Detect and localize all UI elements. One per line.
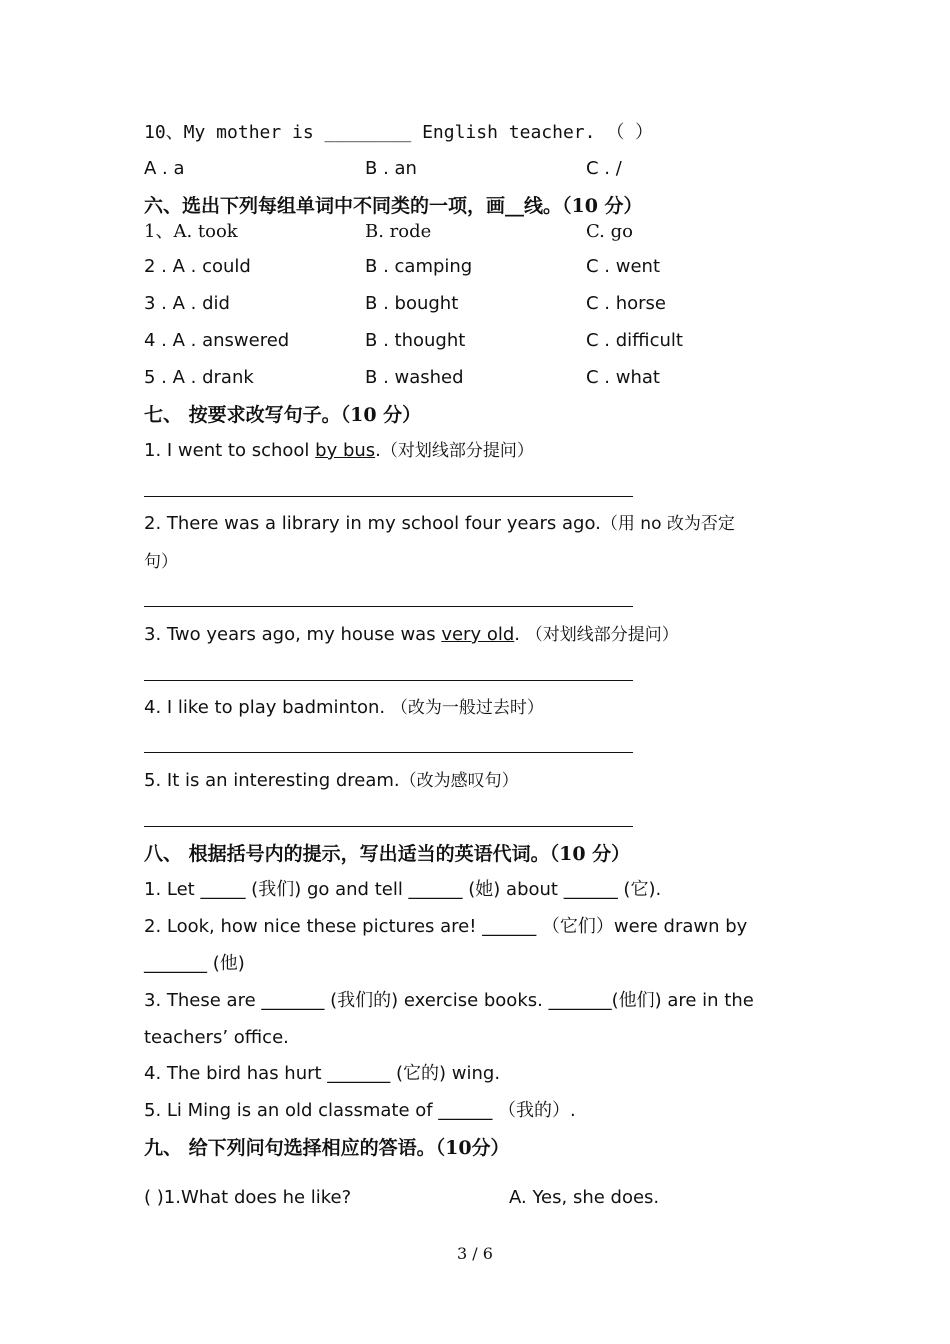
s7-q5 (144, 770, 519, 792)
page-number: 3 / 6 (457, 1244, 493, 1263)
s6-row4-a: 4 . A . answered (144, 330, 290, 351)
s7-q3-note: （对划线部分提问） (525, 625, 679, 645)
s7-q4-note: （改为一般过去时） (390, 698, 544, 718)
s7-q3-period: . (514, 624, 526, 645)
q10-option-c: C . / (586, 158, 622, 179)
s6-row3-c: C . horse (586, 293, 667, 314)
s8-line-2: 2. Look, how nice these pictures are! ______ （它们）were drawn by (144, 916, 748, 937)
q10-option-a: A . a (144, 158, 185, 179)
section8-title: 八、 根据括号内的提示，写出适当的英语代词。（10 分） (144, 843, 631, 865)
s6-row1-a: 1、A. took (144, 221, 238, 242)
s7-q2-text: 2. There was a library in my school four years ago. (144, 513, 601, 534)
s9-q1-answer: A. Yes, she does. (509, 1187, 660, 1208)
s6-row2-a: 2 . A . could (144, 256, 251, 277)
section6-title: 六、选出下列每组单词中不同类的一项，画__线。（10 分） (144, 195, 643, 217)
s8-line-7: 5. Li Ming is an old classmate of ______ （我的）. (144, 1100, 576, 1121)
s8-line-6: 4. The bird has hurt _______ (它的) wing. (144, 1063, 501, 1084)
s7-q1-period: . (375, 440, 381, 461)
q10-option-b: B . an (365, 158, 417, 179)
s7-q3 (144, 624, 679, 646)
s7-q5-note: （改为感叹句） (399, 771, 519, 791)
s7-q3-text: 3. Two years ago, my house was (144, 624, 442, 645)
section9-title: 九、 给下列问句选择相应的答语。（10分） (144, 1137, 510, 1159)
s7-q5-text: 5. It is an interesting dream. (144, 770, 400, 791)
s6-row5-a: 5 . A . drank (144, 367, 254, 388)
s6-row3-b: B . bought (365, 293, 459, 314)
s6-row2-c: C . went (586, 256, 660, 277)
s7-q1-note: （对划线部分提问） (380, 441, 534, 461)
s7-q1 (144, 440, 534, 462)
answer-line-1[interactable] (144, 496, 633, 497)
s7-q2 (144, 513, 735, 535)
s6-row1-b: B. rode (365, 221, 432, 242)
answer-line-2[interactable] (144, 606, 633, 607)
s6-row5-c: C . what (586, 367, 660, 388)
answer-line-5[interactable] (144, 826, 633, 827)
s7-q3-underlined: very old (441, 624, 515, 645)
s6-row4-c: C . difficult (586, 330, 683, 351)
section7-title: 七、 按要求改写句子。（10 分） (144, 404, 422, 426)
s7-q2-note: （用 no 改为否定 (600, 514, 735, 534)
s7-q1-text: 1. I went to school (144, 440, 316, 461)
s7-q1-underlined: by bus (315, 440, 376, 461)
answer-line-3[interactable] (144, 680, 633, 681)
s8-line-5: teachers’ office. (144, 1027, 289, 1048)
s8-line-3: _______ (他) (144, 953, 245, 974)
s7-q4 (144, 697, 544, 719)
s6-row1-c: C. go (586, 221, 633, 242)
s8-line-4: 3. These are _______ (我们的) exercise books. _______(他们) are in the (144, 990, 754, 1011)
s9-q1-question: ( )1.What does he like? (144, 1187, 352, 1208)
s7-q4-text: 4. I like to play badminton. (144, 697, 391, 718)
q10-stem: 10、My mother is ________ English teacher. （ ） (144, 122, 654, 143)
s7-q2-note-cont: 句） (144, 552, 178, 572)
s6-row5-b: B . washed (365, 367, 464, 388)
s6-row2-b: B . camping (365, 256, 473, 277)
s6-row4-b: B . thought (365, 330, 466, 351)
s8-line-1: 1. Let _____ (我们) go and tell ______ (她) about ______ (它). (144, 879, 662, 900)
s6-row3-a: 3 . A . did (144, 293, 230, 314)
answer-line-4[interactable] (144, 752, 633, 753)
